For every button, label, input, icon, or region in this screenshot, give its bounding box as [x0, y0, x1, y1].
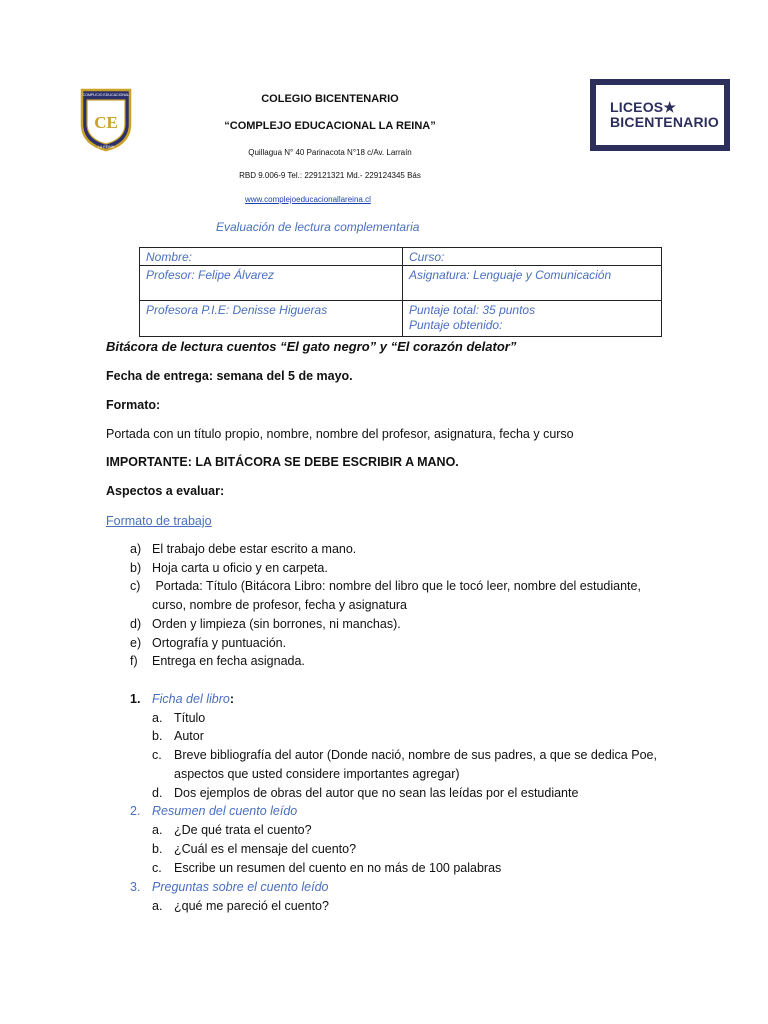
list-marker: c. — [152, 861, 162, 875]
list-text: ¿qué me pareció el cuento? — [174, 899, 329, 913]
list-item — [130, 561, 328, 575]
list-text: Orden y limpieza (sin borrones, ni manchas). — [152, 617, 401, 631]
complex-name: “COMPLEJO EDUCACIONAL LA REINA” — [224, 120, 436, 132]
logo-line-1: LICEOS★ — [610, 99, 677, 115]
list-marker: c. — [152, 748, 162, 762]
list-item — [152, 711, 205, 725]
list-text: El trabajo debe estar escrito a mano. — [152, 542, 357, 556]
list-item — [130, 654, 305, 668]
list-text: Autor — [174, 729, 204, 743]
formato-trabajo-heading: Formato de trabajo — [106, 514, 212, 528]
logo-line-2: BICENTENARIO — [610, 114, 719, 130]
section-title: Ficha del libro — [152, 692, 230, 706]
profesora-pie-cell: Profesora P.I.E: Denisse Higueras — [140, 301, 403, 337]
school-address: Quillagua N° 40 Parinacota N°18 c/Av. Larraín — [248, 148, 412, 157]
section-title: Preguntas sobre el cuento leído — [152, 880, 329, 894]
section-number: 1. — [130, 692, 141, 706]
formato-label: Formato: — [106, 398, 161, 412]
aspectos-label: Aspectos a evaluar: — [106, 484, 225, 498]
list-text: Entrega en fecha asignada. — [152, 654, 305, 668]
list-item — [152, 842, 356, 856]
crest-letters: CE — [94, 113, 118, 132]
list-text: curso, nombre de profesor, fecha y asignatura — [152, 598, 408, 612]
asignatura-cell: Asignatura: Lenguaje y Comunicación — [403, 266, 662, 301]
list-item — [130, 598, 407, 612]
profesor-cell: Profesor: Felipe Álvarez — [140, 266, 403, 301]
list-item — [152, 748, 657, 762]
puntaje-obtenido[interactable]: Puntaje obtenido: — [409, 318, 503, 332]
section-number: 3. — [130, 880, 141, 894]
school-name: COLEGIO BICENTENARIO — [261, 93, 399, 105]
list-marker: e) — [130, 636, 142, 650]
list-item — [152, 899, 329, 913]
list-item — [130, 636, 286, 650]
list-item — [152, 861, 501, 875]
list-item — [152, 729, 204, 743]
list-marker: c) — [130, 579, 141, 593]
list-marker: b. — [152, 842, 163, 856]
list-text: aspectos que usted considere importantes agregar) — [174, 767, 460, 781]
list-text: ¿De qué trata el cuento? — [174, 823, 312, 837]
list-marker: d) — [130, 617, 142, 631]
list-item — [152, 786, 578, 800]
list-text: Título — [174, 711, 206, 725]
list-text: Ortografía y puntuación. — [152, 636, 287, 650]
nombre-cell[interactable]: Nombre: — [140, 248, 403, 266]
list-item — [130, 542, 356, 556]
list-marker: a. — [152, 899, 163, 913]
liceos-bicentenario-logo — [590, 79, 730, 151]
list-item — [130, 579, 641, 593]
school-crest-logo — [80, 88, 132, 152]
list-text: Escribe un resumen del cuento en no más de 100 palabras — [174, 861, 502, 875]
list-marker: a. — [152, 711, 163, 725]
portada-text: Portada con un título propio, nombre, nombre del profesor, asignatura, fecha y curso — [106, 427, 574, 441]
bitacora-title: Bitácora de lectura cuentos “El gato negro” y “El corazón delator” — [106, 339, 517, 354]
student-info-table — [139, 247, 662, 337]
fecha-entrega: Fecha de entrega: semana del 5 de mayo. — [106, 369, 353, 383]
evaluation-title: Evaluación de lectura complementaria — [216, 220, 420, 234]
crest-bottom-text: LA REINA — [97, 145, 115, 149]
crest-top-text: COMPLEJO EDUCACIONAL — [82, 93, 130, 97]
list-marker: f) — [130, 654, 138, 668]
list-text: ¿Cuál es el mensaje del cuento? — [174, 842, 357, 856]
list-item — [152, 767, 460, 781]
section-heading-1 — [130, 692, 234, 706]
list-marker: a) — [130, 542, 142, 556]
section-heading-3 — [130, 880, 329, 894]
section-title-suffix: : — [229, 692, 234, 706]
list-marker: d. — [152, 786, 163, 800]
importante-notice: IMPORTANTE: LA BITÁCORA SE DEBE ESCRIBIR A MANO. — [106, 455, 459, 469]
school-phone: RBD 9.006-9 Tel.: 229121321 Md.- 229124345 Bás — [239, 171, 421, 180]
curso-cell[interactable]: Curso: — [403, 248, 662, 266]
list-text: Dos ejemplos de obras del autor que no sean las leídas por el estudiante — [174, 786, 579, 800]
school-website-link[interactable]: www.complejoeducacionallareina.cl — [245, 195, 371, 204]
section-number: 2. — [130, 804, 141, 818]
list-marker: b) — [130, 561, 142, 575]
list-text: Breve bibliografía del autor (Donde nació, nombre de sus padres, a que se dedica Poe, — [174, 748, 657, 762]
section-heading-2 — [130, 804, 297, 818]
list-marker: b. — [152, 729, 163, 743]
puntaje-cell — [403, 301, 662, 337]
list-item — [130, 617, 401, 631]
list-text: Portada: Título (Bitácora Libro: nombre del libro que le tocó leer, nombre del estudiante, — [152, 579, 641, 593]
list-item — [152, 823, 312, 837]
list-marker: a. — [152, 823, 163, 837]
section-title: Resumen del cuento leído — [152, 804, 298, 818]
list-text: Hoja carta u oficio y en carpeta. — [152, 561, 328, 575]
puntaje-total: Puntaje total: 35 puntos — [409, 303, 536, 317]
